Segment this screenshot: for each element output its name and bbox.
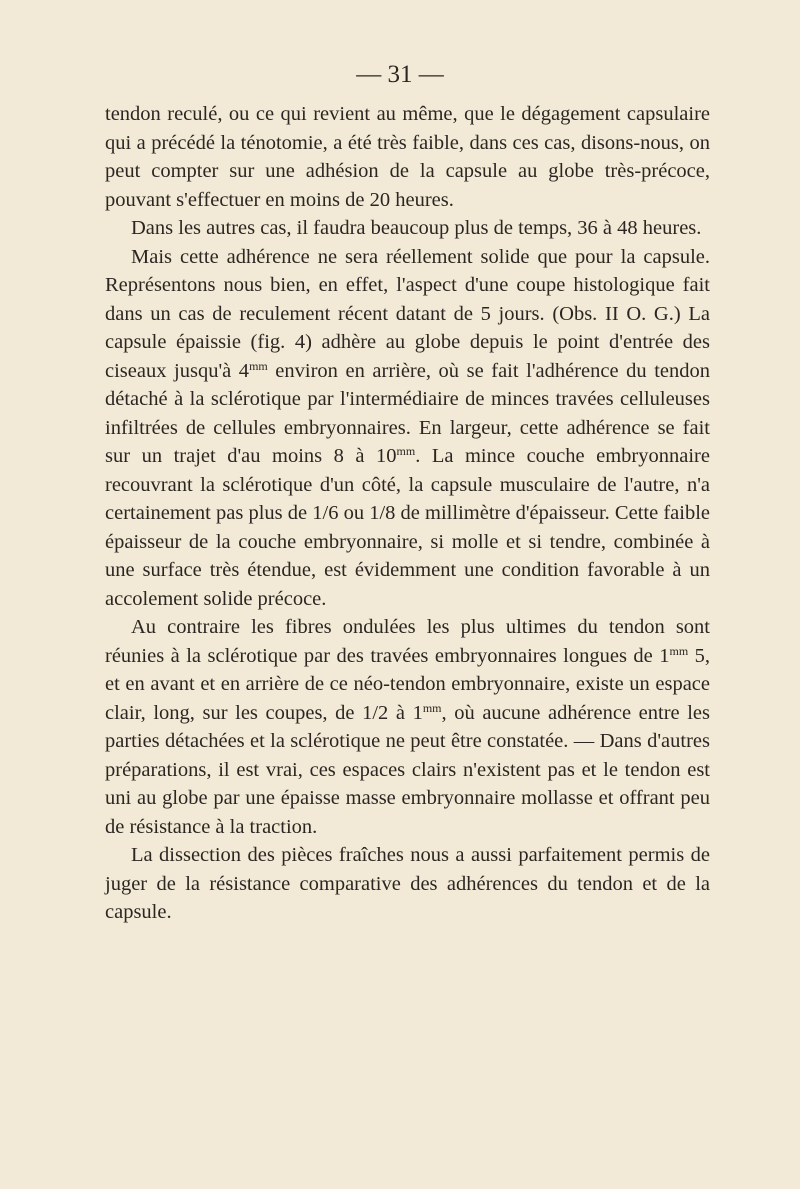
text-segment: . La mince couche embryonnaire recouvrant la sclérotique d'un côté, la capsule musculaire de l'autre, n'a certainement pas plus de 1/6 ou 1/8 de millimètre d'épaisseur. Cette faible épaisseur de la couche embryonnaire, si molle et si tendre, combinée à une surface très étendue, est évidemment une condition favorable à un accolement solide précoce. — [105, 445, 710, 610]
unit-superscript: mm — [249, 358, 268, 373]
body-text — [105, 100, 710, 927]
text-segment: Mais cette adhérence ne sera réellement solide que pour la capsule. Représentons nous bien, en effet, l'aspect d'une coupe histologique fait dans un cas de reculement récent datant de 5 jours. (Obs. II O. G.) La capsule épaissie (fig. 4) adhère au globe depuis le point d'entrée des ciseaux jusqu'à 4 — [105, 245, 710, 382]
text-segment: , où aucune adhérence entre les parties détachées et la sclérotique ne peut être constatée. — Dans d'autres préparations, il est vrai, ces espaces clairs n'existent pas et le tendon est uni au globe par une épaisse masse embryonnaire mollasse et offrant peu de résistance à la traction. — [105, 701, 710, 838]
text-segment: La dissection des pièces fraîches nous a aussi parfaitement permis de juger de la résistance comparative des adhérences du tendon et de la capsule. — [105, 844, 710, 923]
text-segment: Dans les autres cas, il faudra beaucoup plus de temps, 36 à 48 heures. — [131, 217, 702, 239]
paragraph — [105, 613, 710, 841]
text-segment: 5, et en avant et en arrière de ce néo-tendon embryonnaire, existe un espace clair, long, sur les coupes, de 1/2 à 1 — [105, 644, 711, 724]
unit-superscript: mm — [669, 643, 689, 658]
paragraph — [105, 841, 710, 927]
unit-superscript: mm — [422, 700, 442, 715]
paragraph — [105, 100, 710, 214]
text-segment: tendon reculé, ou ce qui revient au même, que le dégagement capsulaire qui a précédé la ténotomie, a été très faible, dans ces cas, disons-nous, on peut compter sur une adhésion de la capsule au globe très-précoce, pouvant s'effectuer en moins de 20 heures. — [105, 103, 710, 211]
text-segment: environ en arrière, où se fait l'adhérence du tendon détaché à la sclérotique par l'intermédiaire de minces travées celluleuses infiltrées de cellules embryonnaires. En largeur, cette adhérence se fait sur un trajet d'au moins 8 à 10 — [105, 359, 710, 467]
page-number: — 31 — — [356, 61, 444, 88]
paragraph — [105, 243, 710, 614]
paragraph — [105, 214, 710, 243]
unit-superscript: mm — [396, 444, 416, 458]
text-segment: Au contraire les fibres ondulées les plus ultimes du tendon sont réunies à la sclérotique par des travées embryonnaires longues de 1 — [105, 616, 710, 667]
